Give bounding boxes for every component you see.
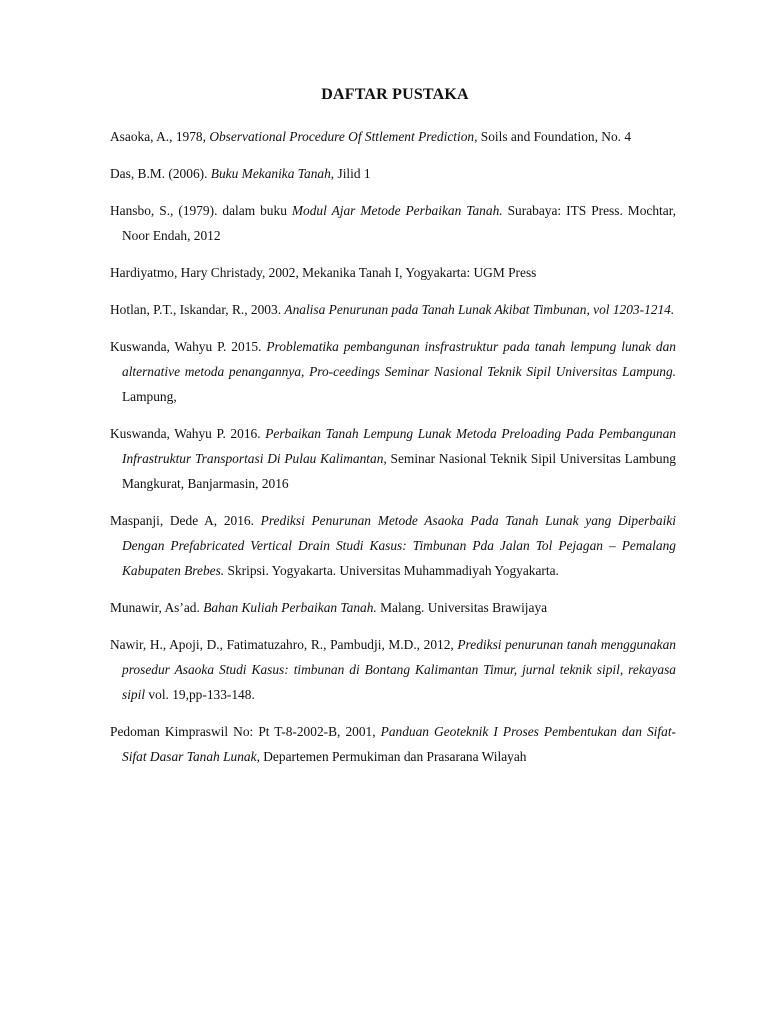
reference-text: , Soils and Foundation, No. 4 bbox=[474, 129, 632, 144]
reference-list bbox=[110, 124, 676, 781]
reference-text: Hotlan, P.T., Iskandar, R., 2003. bbox=[110, 302, 285, 317]
reference-text: Munawir, As’ad. bbox=[110, 600, 204, 615]
reference-text: Hansbo, S., (1979). dalam buku bbox=[110, 203, 292, 218]
reference-text: Skripsi. Yogyakarta. Universitas Muhammadiyah Yogyakarta. bbox=[224, 563, 559, 578]
reference-text: Lampung, bbox=[122, 389, 177, 404]
reference-entry bbox=[110, 334, 676, 409]
reference-entry bbox=[110, 595, 676, 620]
reference-entry bbox=[110, 124, 676, 149]
reference-entry bbox=[110, 508, 676, 583]
reference-text: vol. 19,pp-133-148. bbox=[145, 687, 255, 702]
reference-entry bbox=[110, 632, 676, 707]
reference-text: , Departemen Permukiman dan Prasarana Wilayah bbox=[256, 749, 527, 764]
reference-text: Asaoka, A., 1978, bbox=[110, 129, 210, 144]
reference-text: Pedoman Kimpraswil No: Pt T-8-2002-B, 2001, bbox=[110, 724, 381, 739]
reference-text: Surabaya: ITS Press. Mochtar, Noor Endah, 2012 bbox=[122, 203, 676, 243]
reference-text: Das, B.M. (2006). bbox=[110, 166, 211, 181]
reference-title: Buku Mekanika Tanah bbox=[210, 166, 331, 181]
reference-text: Nawir, H., Apoji, D., Fatimatuzahro, R., Pambudji, M.D., 2012, bbox=[110, 637, 458, 652]
reference-title: Observational Procedure Of Sttlement Prediction bbox=[209, 129, 475, 144]
reference-title: Panduan Geoteknik I Proses Pembentukan dan Sifat-Sifat Dasar Tanah Lunak bbox=[122, 724, 676, 764]
reference-text: , Jilid 1 bbox=[330, 166, 371, 181]
reference-text: Kuswanda, Wahyu P. 2016. bbox=[110, 426, 266, 441]
reference-title: Modul Ajar Metode Perbaikan Tanah. bbox=[291, 203, 503, 218]
reference-entry bbox=[110, 260, 676, 285]
reference-entry bbox=[110, 719, 676, 769]
reference-title: Prediksi penurunan tanah menggunakan prosedur Asaoka Studi Kasus: timbunan di Bontang Kalimantan Timur, jurnal teknik sipil, rekayasa sipil bbox=[122, 637, 676, 702]
reference-text: Kuswanda, Wahyu P. 2015. bbox=[110, 339, 267, 354]
reference-entry bbox=[110, 421, 676, 496]
reference-title: Prediksi Penurunan Metode Asaoka Pada Tanah Lunak yang Diperbaiki Dengan Prefabricated Vertical Drain Studi Kasus: Timbunan Pda Jalan Tol Pejagan – Pemalang Kabupaten Brebes. bbox=[122, 513, 677, 578]
reference-text: Maspanji, Dede A, 2016. bbox=[110, 513, 261, 528]
reference-text: Hardiyatmo, Hary Christady, 2002, Mekanika Tanah I, Yogyakarta: UGM Press bbox=[110, 265, 537, 280]
reference-title: Problematika pembangunan insfrastruktur pada tanah lempung lunak dan alternative metoda penangannya, Pro-ceedings Seminar Nasional Teknik Sipil Universitas Lampung. bbox=[122, 339, 677, 379]
reference-entry bbox=[110, 297, 676, 322]
reference-entry bbox=[110, 198, 676, 248]
reference-title: Perbaikan Tanah Lempung Lunak Metoda Preloading Pada Pembangunan Infrastruktur Transportasi Di Pulau Kalimantan, bbox=[122, 426, 677, 466]
reference-title: Analisa Penurunan pada Tanah Lunak Akibat Timbunan, vol 1203-1214. bbox=[284, 302, 675, 317]
page-title: DAFTAR PUSTAKA bbox=[321, 86, 469, 103]
reference-text: Seminar Nasional Teknik Sipil Universitas Lambung Mangkurat, Banjarmasin, 2016 bbox=[122, 451, 676, 491]
reference-entry bbox=[110, 161, 676, 186]
reference-text: Malang. Universitas Brawijaya bbox=[376, 600, 548, 615]
reference-title: Bahan Kuliah Perbaikan Tanah. bbox=[203, 600, 377, 615]
